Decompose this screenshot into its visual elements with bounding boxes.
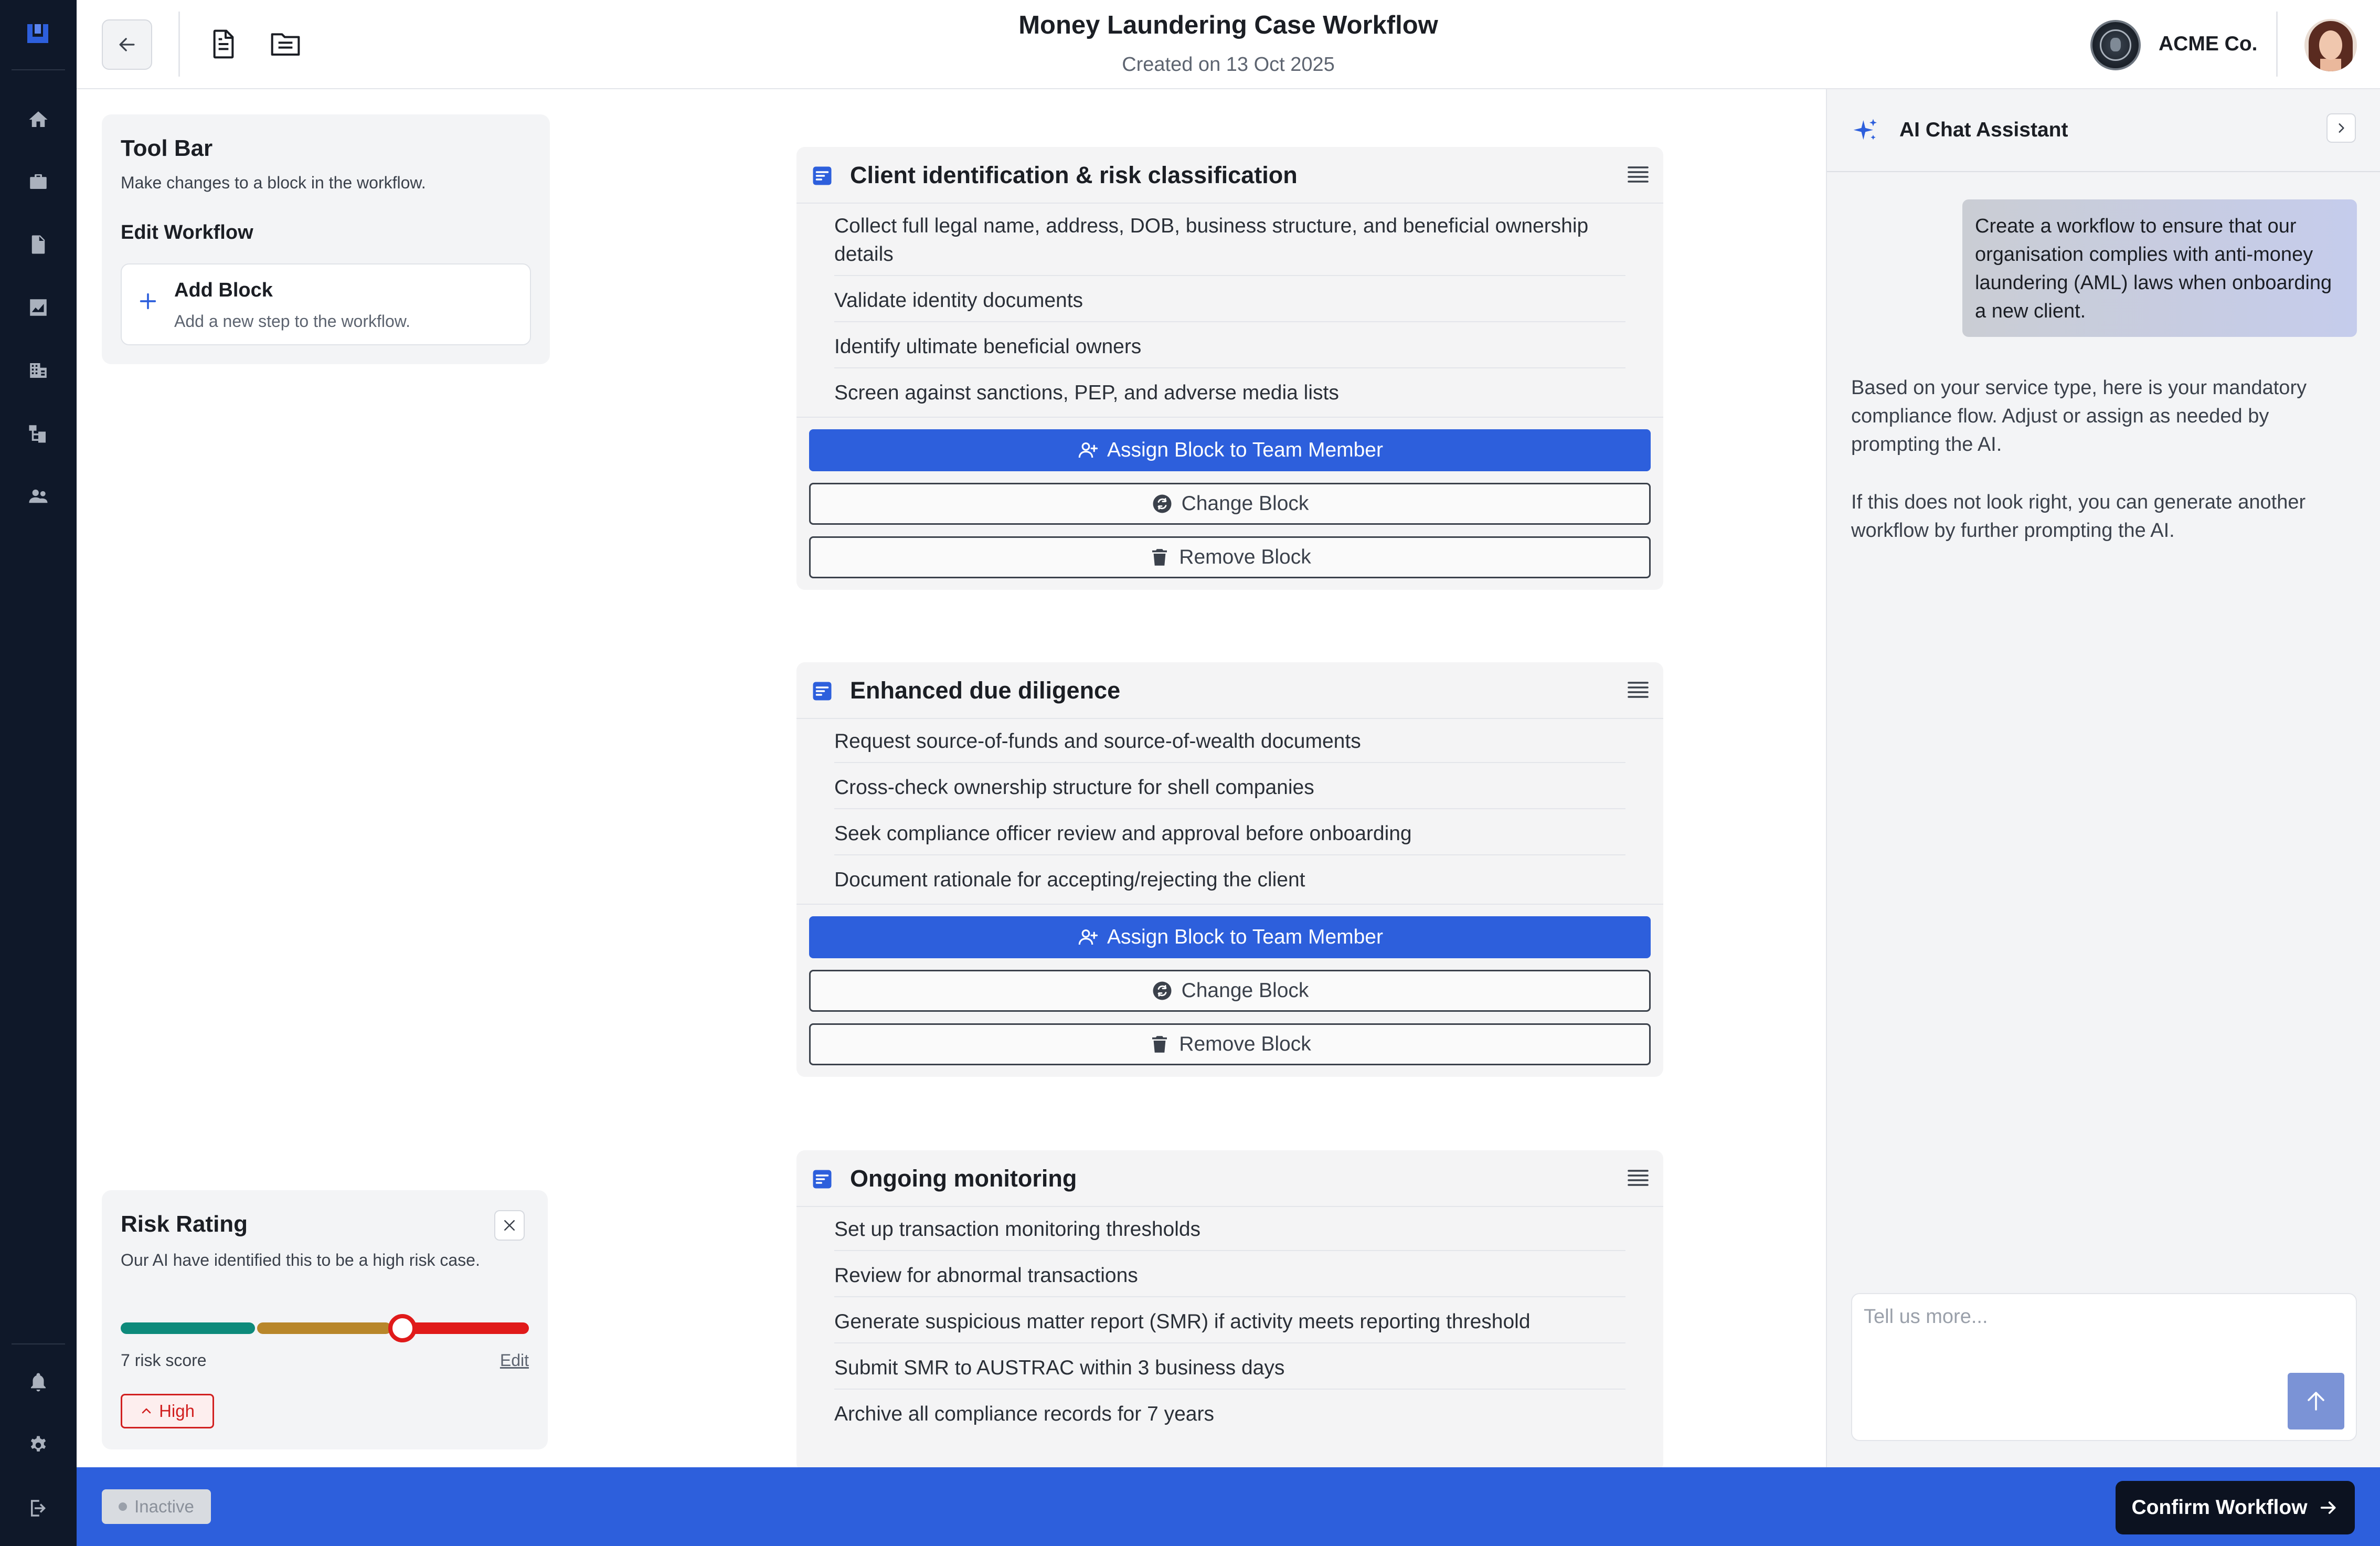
remove-block-button[interactable]: [809, 1023, 1651, 1065]
risk-score-slider[interactable]: [121, 1322, 529, 1334]
assign-block-button[interactable]: [809, 916, 1651, 958]
workflow-block-title: Client identification & risk classification: [850, 162, 1298, 188]
chevron-up-icon: [140, 1405, 153, 1417]
top-header: [77, 0, 2380, 89]
workflow-block-title: Enhanced due diligence: [850, 677, 1121, 704]
step-divider: [834, 854, 1625, 855]
assign-block-label: Assign Block to Team Member: [1107, 439, 1383, 461]
page-title: Money Laundering Case Workflow: [1018, 11, 1438, 39]
workflow-step: Validate identity documents: [834, 289, 1083, 312]
step-divider: [834, 1250, 1625, 1251]
avatar-face: [2319, 30, 2342, 60]
drag-handle-icon[interactable]: [1628, 1169, 1649, 1187]
drag-handle-icon[interactable]: [1628, 166, 1649, 184]
risk-level-badge[interactable]: [121, 1394, 214, 1428]
workflow-step: Set up transaction monitoring thresholds: [834, 1218, 1201, 1241]
workflow-step: Collect full legal name, address, DOB, business structure, and beneficial ownership details: [834, 215, 1589, 266]
risk-slider-handle[interactable]: [388, 1314, 417, 1342]
briefcase-icon[interactable]: [27, 170, 50, 193]
building-icon[interactable]: [27, 359, 50, 382]
ai-message: Based on your service type, here is your mandatory compliance flow. Adjust or assign as needed by prompting the AI.: [1851, 377, 2307, 456]
footer-bar: [77, 1467, 2380, 1546]
document-icon[interactable]: [27, 233, 50, 256]
ai-chat-panel: [1826, 89, 2380, 1467]
toolbar-description: Make changes to a block in the workflow.: [121, 173, 426, 192]
risk-edit-link[interactable]: Edit: [500, 1351, 529, 1370]
workflow-step: Review for abnormal transactions: [834, 1264, 1138, 1287]
status-badge: [102, 1489, 211, 1524]
user-message: Create a workflow to ensure that our organisation complies with anti-money laundering (AML) laws when onboarding a new client.: [1962, 199, 2357, 337]
assign-block-button[interactable]: [809, 429, 1651, 471]
risk-close-button[interactable]: [494, 1210, 525, 1241]
status-dot: [119, 1502, 127, 1511]
trash-icon: [1149, 546, 1171, 568]
arrow-up-icon: [2303, 1389, 2329, 1414]
workflow-step: Identify ultimate beneficial owners: [834, 335, 1142, 358]
left-nav-rail: [0, 0, 77, 1546]
add-block-button[interactable]: [121, 263, 531, 345]
workflow-block-header: [796, 1150, 1663, 1207]
step-divider: [834, 321, 1625, 322]
change-block-label: Change Block: [1181, 979, 1309, 1002]
chat-input-box: [1851, 1293, 2357, 1441]
step-divider: [834, 808, 1625, 809]
add-block-description: Add a new step to the workflow.: [174, 312, 411, 331]
person-add-icon: [1077, 926, 1099, 948]
confirm-workflow-button[interactable]: [2116, 1481, 2355, 1534]
send-button[interactable]: [2288, 1373, 2344, 1429]
logout-icon[interactable]: [27, 1497, 50, 1520]
risk-segment-medium: [257, 1322, 391, 1334]
change-block-button[interactable]: [809, 483, 1651, 525]
workflow-step: Seek compliance officer review and approval before onboarding: [834, 822, 1412, 845]
header-divider: [2276, 12, 2278, 77]
risk-segment-low: [121, 1322, 255, 1334]
step-divider: [834, 1296, 1625, 1297]
hierarchy-icon[interactable]: [27, 422, 50, 445]
users-icon[interactable]: [27, 485, 50, 508]
workflow-step: Request source-of-funds and source-of-wealth documents: [834, 730, 1361, 753]
app-logo[interactable]: [25, 22, 50, 45]
chat-title: AI Chat Assistant: [1899, 119, 2068, 141]
risk-score-label: 7 risk score: [121, 1351, 207, 1370]
block-divider: [796, 904, 1663, 905]
step-divider: [834, 1389, 1625, 1390]
workflow-block-header: [796, 147, 1663, 204]
workflow-block-title: Ongoing monitoring: [850, 1165, 1077, 1192]
person-add-icon: [1077, 439, 1099, 461]
ai-message: If this does not look right, you can generate another workflow by further prompting the AI.: [1851, 491, 2306, 542]
chevron-right-icon: [2334, 121, 2348, 135]
change-block-button[interactable]: [809, 970, 1651, 1012]
rail-divider: [12, 1343, 65, 1344]
confirm-workflow-label: Confirm Workflow: [2131, 1496, 2308, 1519]
drag-handle-icon[interactable]: [1628, 681, 1649, 699]
risk-description: Our AI have identified this to be a high risk case.: [121, 1251, 480, 1269]
workflow-step: Generate suspicious matter report (SMR) if activity meets reporting threshold: [834, 1310, 1531, 1333]
workflow-step: Archive all compliance records for 7 years: [834, 1403, 1214, 1425]
trash-icon: [1149, 1033, 1171, 1055]
block-divider: [796, 417, 1663, 418]
user-avatar[interactable]: [2304, 19, 2357, 71]
chart-icon[interactable]: [27, 296, 50, 319]
edit-workflow-label: Edit Workflow: [121, 221, 253, 243]
refresh-icon: [1151, 493, 1173, 515]
step-divider: [834, 275, 1625, 276]
risk-rating-panel: [102, 1190, 548, 1449]
status-label: Inactive: [134, 1497, 194, 1516]
organization-logo[interactable]: [2090, 20, 2141, 70]
home-icon[interactable]: [27, 108, 50, 131]
close-icon: [502, 1217, 517, 1233]
document-icon: [811, 165, 833, 187]
step-divider: [834, 1342, 1625, 1343]
plus-icon: [137, 291, 158, 312]
document-icon: [811, 680, 833, 702]
remove-block-label: Remove Block: [1179, 546, 1311, 568]
bell-icon[interactable]: [27, 1371, 50, 1394]
document-icon: [811, 1168, 833, 1190]
assign-block-label: Assign Block to Team Member: [1107, 926, 1383, 948]
add-block-title: Add Block: [174, 279, 273, 301]
workflow-step: Submit SMR to AUSTRAC within 3 business days: [834, 1357, 1285, 1379]
chat-header: [1827, 89, 2380, 172]
workflow-block: [796, 662, 1663, 1077]
collapse-chat-button[interactable]: [2326, 113, 2356, 143]
workflow-step: Document rationale for accepting/rejecting the client: [834, 869, 1305, 891]
avatar-neck: [2320, 59, 2341, 71]
workflow-block-header: [796, 662, 1663, 719]
rail-divider: [12, 69, 65, 70]
arrow-right-icon: [2318, 1497, 2339, 1518]
gear-icon[interactable]: [27, 1434, 50, 1457]
step-divider: [834, 762, 1625, 763]
sparkle-icon: [1851, 117, 1880, 146]
change-block-label: Change Block: [1181, 492, 1309, 515]
remove-block-button[interactable]: [809, 536, 1651, 578]
workflow-block: [796, 1150, 1663, 1467]
chat-input[interactable]: [1864, 1306, 2325, 1369]
workflow-step: Cross-check ownership structure for shell companies: [834, 776, 1314, 799]
workflow-canvas: [796, 89, 1663, 1467]
logo-emblem: [2110, 38, 2121, 51]
organization-name[interactable]: ACME Co.: [2159, 33, 2258, 55]
risk-rating-title: Risk Rating: [121, 1211, 248, 1237]
remove-block-label: Remove Block: [1179, 1033, 1311, 1055]
page-subtitle: Created on 13 Oct 2025: [1122, 54, 1335, 76]
workflow-step: Screen against sanctions, PEP, and adverse media lists: [834, 382, 1339, 404]
step-divider: [834, 367, 1625, 368]
risk-level-label: High: [159, 1401, 195, 1421]
toolbar-panel: [102, 114, 550, 364]
refresh-icon: [1151, 980, 1173, 1002]
toolbar-title: Tool Bar: [121, 135, 213, 161]
workflow-block: [796, 147, 1663, 590]
